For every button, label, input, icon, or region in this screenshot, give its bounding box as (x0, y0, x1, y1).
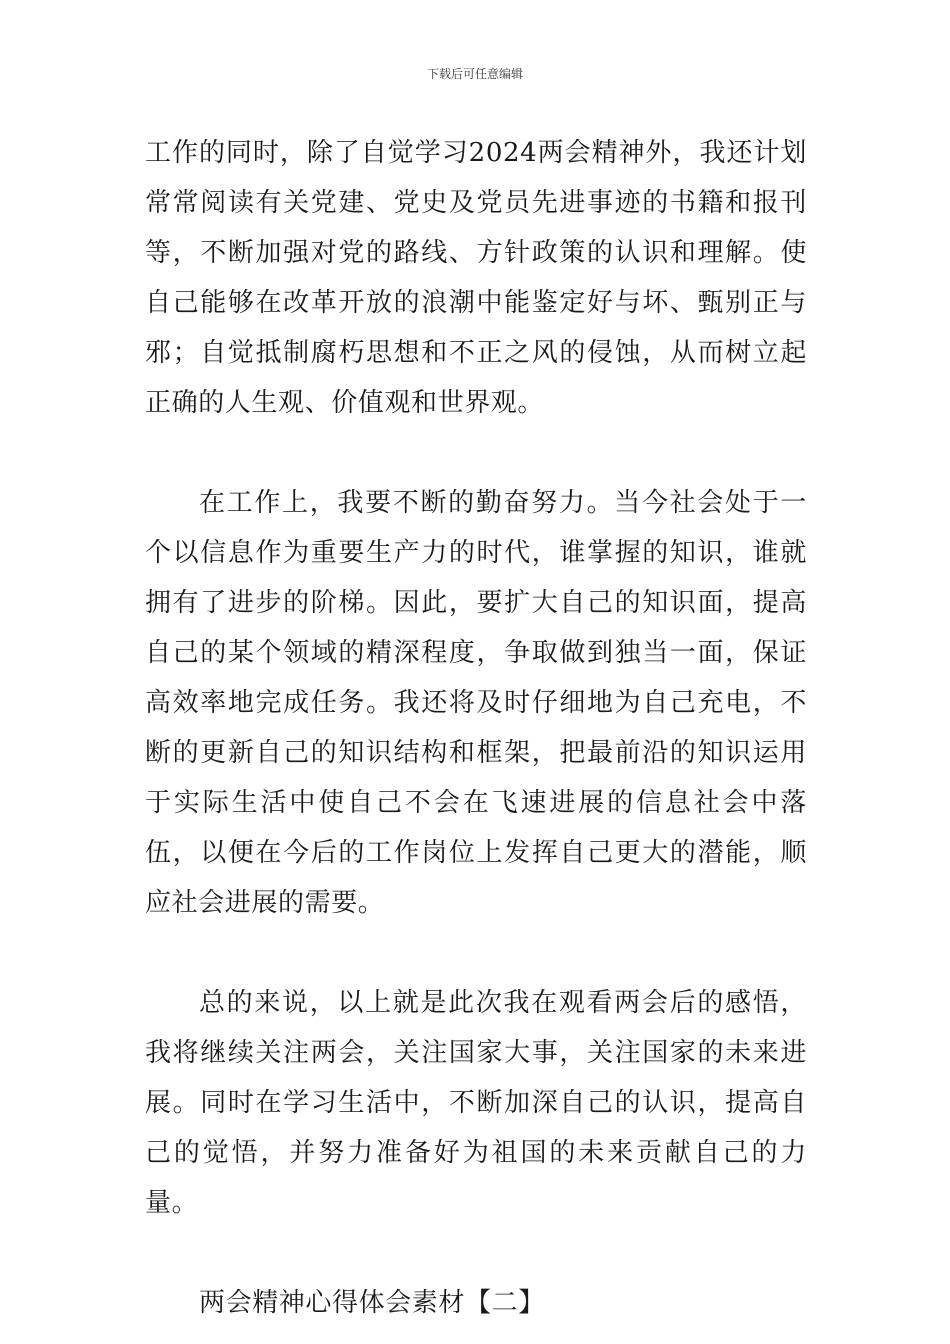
paragraph-continued: 工作的同时，除了自觉学习2024两会精神外，我还计划常常阅读有关党建、党史及党员先进事迹的书籍和报刊等，不断加强对党的路线、方针政策的认识和理解。使自己能够在改革开放的浪潮中能鉴定好与坏、甄别正与邪；自觉抵制腐朽思想和不正之风的侵蚀，从而树立起正确的人生观、价值观和世界观。 (145, 138, 807, 418)
page-header-note: 下载后可任意编辑 (426, 67, 523, 81)
paragraph-work: 在工作上，我要不断的勤奋努力。当今社会处于一个以信息作为重要生产力的时代，谁掌握的知识，谁就拥有了进步的阶梯。因此，要扩大自己的知识面，提高自己的某个领域的精深程度，争取做到独当一面，保证高效率地完成任务。我还将及时仔细地为自己充电，不断的更新自己的知识结构和框架，把最前沿的知识运用于实际生活中使自己不会在飞速进展的信息社会中落伍，以便在今后的工作岗位上发挥自己更大的潜能，顺应社会进展的需要。 (145, 488, 807, 918)
document-body (145, 128, 807, 1328)
paragraph-summary: 总的来说，以上就是此次我在观看两会后的感悟，我将继续关注两会，关注国家大事，关注国家的未来进展。同时在学习生活中，不断加深自己的认识，提高自己的觉悟，并努力准备好为祖国的未来贡献自己的力量。 (145, 988, 807, 1218)
section-heading: 两会精神心得体会素材【二】 (199, 1288, 545, 1318)
